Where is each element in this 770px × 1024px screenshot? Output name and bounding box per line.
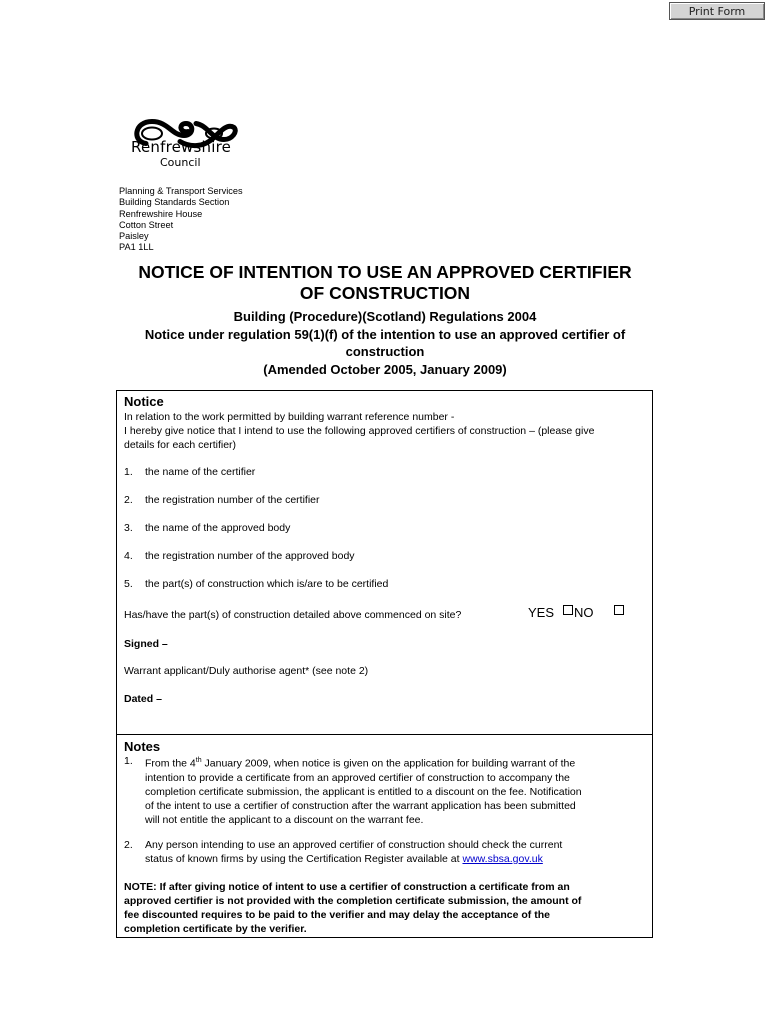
address-line: Cotton Street — [119, 219, 174, 230]
address-line: Renfrewshire House — [119, 208, 203, 219]
notice-line: I hereby give notice that I intend to use the following approved certifiers of construction – (please give — [124, 425, 595, 437]
item-label: the registration number of the approved body — [145, 550, 355, 562]
note-1 — [124, 754, 649, 827]
signed-label: Signed – — [124, 638, 168, 650]
commenced-question: Has/have the part(s) of construction detailed above commenced on site? — [124, 609, 462, 621]
note-line — [145, 754, 649, 771]
bold-note-line: NOTE: If after giving notice of intent to use a certifier of construction a certificate from an — [124, 881, 570, 893]
item-number: 4. — [124, 550, 133, 562]
logo-council: Council — [160, 156, 201, 169]
construction-parts-item — [124, 578, 388, 590]
certifier-name-item — [124, 466, 255, 478]
item-label: the name of the certifier — [145, 466, 256, 478]
item-label: the part(s) of construction which is/are to be certified — [145, 578, 389, 590]
title-line: OF CONSTRUCTION — [299, 283, 471, 303]
yes-no-group — [528, 605, 554, 620]
notice-line: In relation to the work permitted by building warrant reference number - — [124, 411, 455, 423]
note-2 — [124, 838, 649, 866]
note-text: status of known firms by using the Certification Register available at — [145, 853, 463, 865]
item-number: 3. — [124, 522, 133, 534]
note-number: 1. — [124, 755, 133, 767]
page-title — [110, 262, 660, 304]
subtitle-line: Notice under regulation 59(1)(f) of the intention to use an approved certifier of — [144, 326, 626, 342]
address-line: Planning & Transport Services — [119, 186, 243, 196]
no-group — [574, 605, 594, 620]
logo-name: Renfrewshire — [131, 138, 232, 156]
approved-body-name-item — [124, 522, 290, 534]
item-number: 2. — [124, 494, 133, 506]
note-text: From the 4 — [145, 757, 196, 770]
print-form-button[interactable]: Print Form — [669, 2, 765, 20]
note-line: Any person intending to use an approved certifier of construction should check the current — [145, 839, 563, 851]
subtitle-line: Building (Procedure)(Scotland) Regulations 2004 — [233, 309, 537, 324]
applicant-label: Warrant applicant/Duly authorise agent* (see note 2) — [124, 665, 369, 677]
note-number: 2. — [124, 839, 133, 851]
subtitle-line: construction — [345, 344, 425, 359]
note-line — [145, 852, 649, 866]
page-subtitle — [110, 308, 660, 378]
bold-note-line: completion certificate by the verifier. — [124, 923, 307, 935]
title-line: NOTICE OF INTENTION TO USE AN APPROVED CERTIFIER — [138, 262, 632, 282]
item-label: the registration number of the certifier — [145, 494, 320, 506]
note-line: of the intent to use a certifier of construction after the warrant application has been submitted — [145, 799, 576, 812]
address-line: Paisley — [119, 231, 149, 242]
note-line: will not entitle the applicant to a discount on the warrant fee. — [145, 813, 424, 826]
notice-line: details for each certifier) — [124, 439, 237, 451]
item-number: 5. — [124, 578, 133, 590]
address-line: Building Standards Section — [119, 197, 230, 208]
yes-checkbox[interactable] — [563, 605, 573, 615]
item-number: 1. — [124, 466, 133, 478]
note-text: January 2009, when notice is given on the application for building warrant of the — [201, 757, 576, 770]
yes-label: YES — [528, 605, 555, 620]
note-sup: th — [195, 757, 202, 764]
address-block — [119, 186, 243, 254]
address-line: PA1 1LL — [119, 242, 154, 253]
notes-heading: Notes — [124, 739, 161, 754]
notice-text — [124, 410, 649, 452]
notice-heading: Notice — [124, 394, 164, 409]
note-line: completion certificate submission, the applicant is entitled to a discount on the fee. Notification — [145, 785, 582, 798]
bold-note-line: approved certifier is not provided with the completion certificate submission, the amount of — [124, 895, 582, 907]
no-label: NO — [574, 605, 594, 620]
bold-note — [124, 880, 649, 936]
item-label: the name of the approved body — [145, 522, 291, 534]
certifier-registration-item — [124, 494, 320, 506]
no-checkbox[interactable] — [614, 605, 624, 615]
bold-note-line: fee discounted requires to be paid to the verifier and may delay the acceptance of the — [124, 909, 550, 921]
approved-body-registration-item — [124, 550, 355, 562]
sbsa-link[interactable]: www.sbsa.gov.uk — [462, 853, 543, 865]
subtitle-line: (Amended October 2005, January 2009) — [263, 361, 507, 377]
dated-label: Dated – — [124, 693, 162, 705]
note-line: intention to provide a certificate from an approved certifier of construction to accompany the — [145, 771, 570, 784]
